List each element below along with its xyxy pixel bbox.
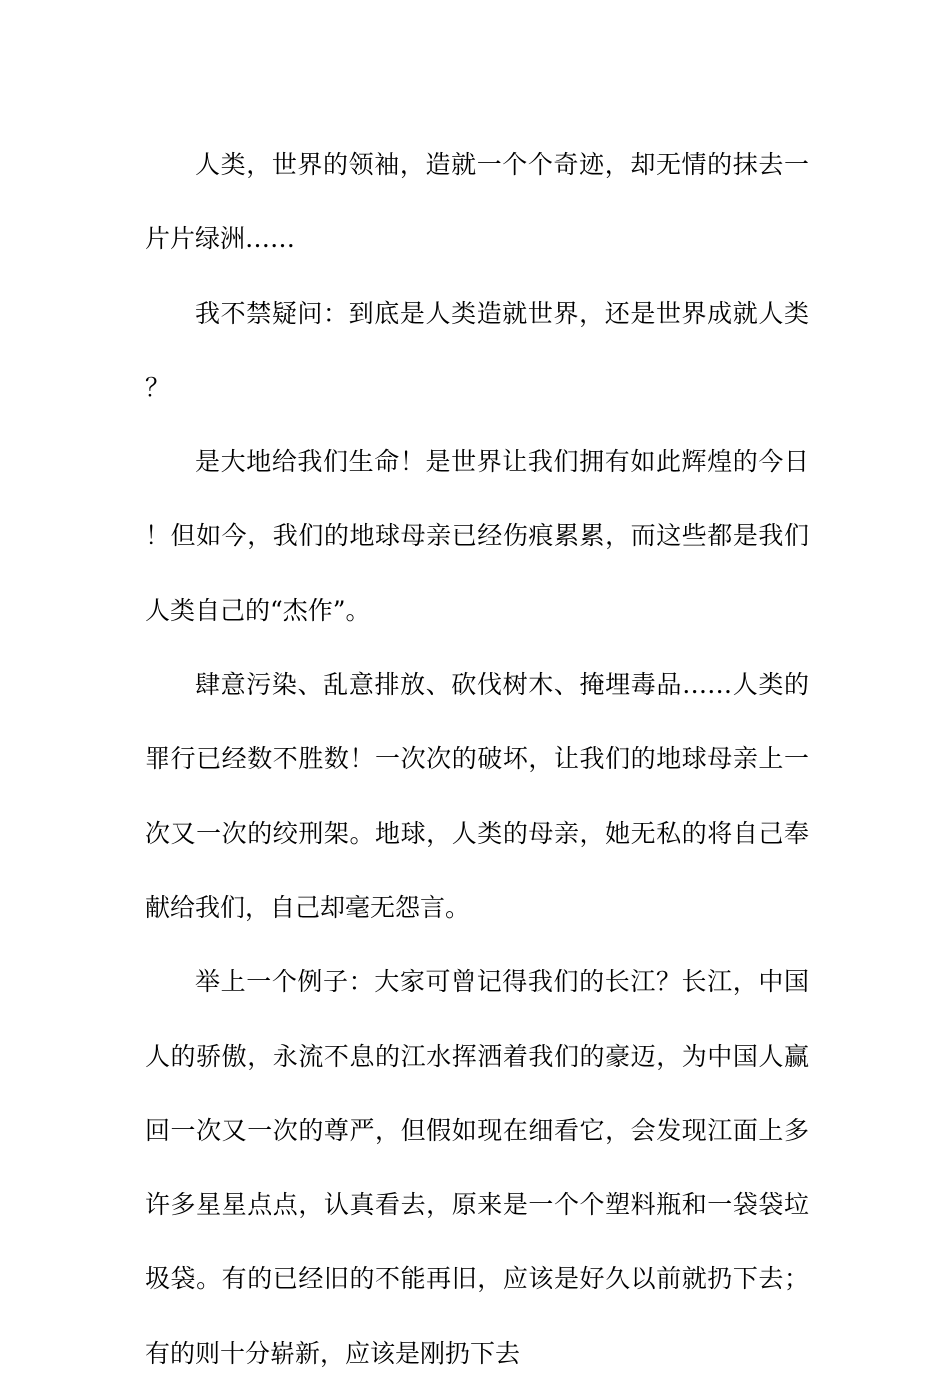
essay-body	[145, 128, 809, 1391]
paragraph-2: 我不禁疑问：到底是人类造就世界，还是世界成就人类？	[145, 298, 809, 402]
paragraph-3: 是大地给我们生命！是世界让我们拥有如此辉煌的今日！但如今，我们的地球母亲已经伤痕累累，而这些都是我们人类自己的“杰作”。	[145, 447, 809, 625]
paragraph-1: 人类，世界的领袖，造就一个个奇迹，却无情的抹去一片片绿洲……	[145, 150, 809, 254]
paragraph-4: 肆意污染、乱意排放、砍伐树木、掩埋毒品……人类的罪行已经数不胜数！一次次的破坏，让我们的地球母亲上一次又一次的绞刑架。地球，人类的母亲，她无私的将自己奉献给我们，自己却毫无怨言。	[145, 670, 809, 922]
paragraph-5: 举上一个例子：大家可曾记得我们的长江？长江，中国人的骄傲，永流不息的江水挥洒着我们的豪迈，为中国人赢回一次又一次的尊严，但假如现在细看它，会发现江面上多许多星星点点，认真看去，原来是一个个塑料瓶和一袋袋垃圾袋。有的已经旧的不能再旧，应该是好久以前就扔下去；有的则十分崭新，应该是刚扔下去	[145, 967, 809, 1368]
